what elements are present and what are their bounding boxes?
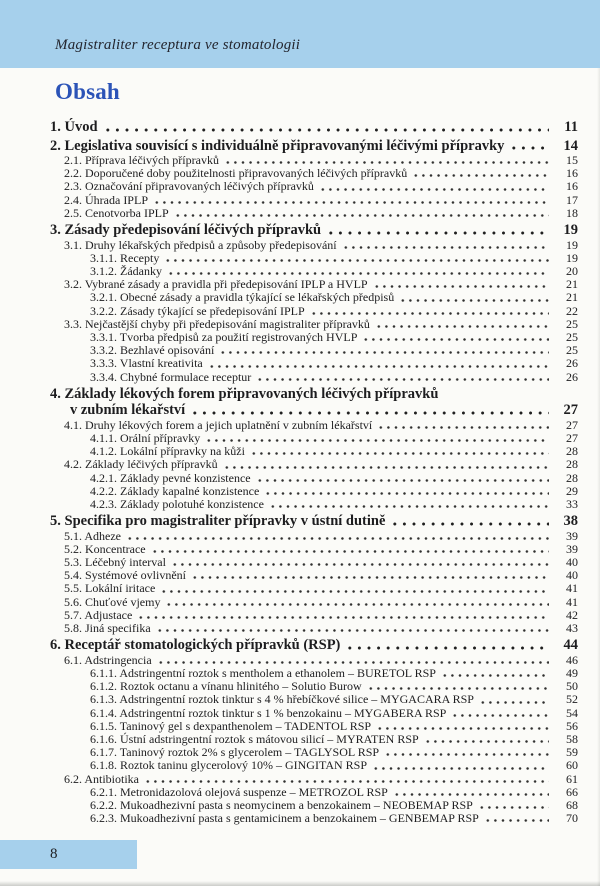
toc-leader-dots [509,146,549,150]
toc-entry [50,498,578,511]
toc-leader-dots [219,350,549,354]
toc-entry-page: 21 [566,290,578,305]
toc-entry-page: 22 [566,303,578,318]
toc-entry-label: 6.1.7. Taninový roztok 2% s glycerolem – TAGLYSOL RSP [90,745,380,760]
toc-leader-dots [342,245,549,249]
toc-entry-page: 49 [566,666,578,680]
toc-entry-label: 5.6. Chuťové vjemy [64,594,161,609]
toc-entry-page: 46 [566,652,578,667]
toc-entry-page: 11 [564,119,578,135]
toc-leader-dots [264,491,549,495]
page-number: 8 [50,846,58,862]
toc-entry-page: 28 [566,457,578,472]
page-number-bar [0,840,137,869]
toc-entry [50,305,578,318]
toc-leader-dots [310,311,549,315]
toc-entry-label: 4.1.2. Lokální přípravky na kůži [90,444,245,459]
toc-entry [50,458,578,471]
toc-entry [50,693,578,706]
toc-leader-dots [451,713,549,717]
toc-leader-dots [399,298,549,302]
toc-entry-label: 3. Zásady předepisování léčivých přípravků [50,222,322,239]
toc-entry-label: 5.7. Adjustace [64,607,133,622]
toc-entry-page: 25 [566,343,578,358]
toc-leader-dots [412,173,549,177]
toc-entry-page: 52 [566,692,578,707]
toc-entry [50,357,578,370]
running-head: Magistraliter receptura ve stomatologii [55,37,301,53]
toc-leader-dots [326,231,549,235]
toc-entry-label: 4.1.1. Orální přípravky [90,430,201,445]
toc-leader-dots [484,818,549,822]
toc-entry-label: 6.2.1. Metronidazolová olejová suspenze – METROZOL RSP [90,784,388,799]
toc-entry [50,596,578,609]
toc-entry-label: 6.1.5. Taninový gel s dexpanthenolem – TADENTOL RSP [90,718,372,733]
toc-entry-label: 4. Základy lékových forem připravovaných léčivých přípravků [50,385,439,402]
toc-leader-dots [393,792,549,796]
toc-entry [50,239,578,252]
toc-entry-page: 43 [566,621,578,636]
toc-leader-dots [376,726,549,730]
toc-leader-dots [156,628,549,632]
toc-entry-label: 3.1. Druhy lékařských předpisů a způsoby předepisování [64,237,337,252]
toc-entry-label: 1. Úvod [50,119,98,135]
toc-leader-dots [479,700,549,704]
toc-leader-dots [478,805,549,809]
toc-entry-label: 6.2. Antibiotika [64,771,139,786]
toc-entry [50,773,578,786]
toc-leader-dots [377,425,549,429]
toc-leader-dots [208,364,549,368]
toc-leader-dots [137,615,549,619]
toc-entry-page: 50 [566,679,578,694]
toc-leader-dots [190,411,549,415]
toc-entry-label: 6.1.2. Roztok octanu a vínanu hlinitého – Solutio Burow [90,679,362,694]
toc-entry [50,252,578,265]
toc-entry-label: 2.3. Označování připravovaných léčivých přípravků [64,179,314,194]
toc-entry [50,419,578,432]
toc-entry [50,402,578,419]
toc-entry-label: 2.5. Cenotvorba IPLP [64,205,169,220]
toc-leader-dots [174,213,549,217]
toc-entry-page: 25 [566,329,578,344]
toc-entry-label: 4.2.3. Základy polotuhé konzistence [90,496,264,511]
toc-entry-page: 19 [566,250,578,265]
toc-leader-dots [160,589,549,593]
toc-leader-dots [362,337,549,341]
toc-leader-dots [319,187,549,191]
toc-leader-dots [424,739,549,743]
toc-entry-label: 6.1.3. Adstringentní roztok tinktur s 4 % hřebíčkové silice – MYGACARA RSP [90,692,474,707]
toc-entry [50,194,578,207]
toc-leader-dots [157,660,549,664]
toc-entry [50,707,578,720]
toc-entry-label: 5.3. Léčebný interval [64,555,166,570]
toc-entry-page: 27 [566,430,578,445]
toc-leader-dots [256,377,549,381]
toc-entry-label: 3.3.3. Vlastní kreativita [90,356,203,371]
toc-entry-label: 3.2.2. Zásady týkající se předepisování IPLP [90,303,305,318]
toc-entry-label: 4.2.1. Základy pevné konzistence [90,470,251,485]
toc-entry-page: 27 [566,417,578,432]
toc-entry-page: 44 [563,637,578,654]
toc-entry-page: 68 [566,798,578,813]
toc-entry-page: 39 [566,541,578,556]
toc-entry-label: 5.4. Systémové ovlivnění [64,568,186,583]
toc-entry-label: 4.2. Základy léčivých přípravků [64,457,218,472]
toc-entry [50,812,578,825]
toc-entry [50,371,578,384]
toc-entry-page: 26 [566,369,578,384]
toc-leader-dots [375,324,549,328]
toc-entry-page: 17 [566,192,578,207]
toc-leader-dots [205,438,549,442]
toc-entry-label: 6.2.3. Mukoadhezivní pasta s gentamicinem a benzokainem – GENBEMAP RSP [90,811,479,826]
toc-entry-page: 42 [566,607,578,622]
toc-entry-page: 21 [566,277,578,292]
toc-entry-page: 56 [566,718,578,733]
toc-leader-dots [373,284,549,288]
toc-entry-page: 20 [566,263,578,278]
toc-entry-label: 3.1.1. Recepty [90,250,160,265]
toc-entry [50,386,578,403]
toc-entry-page: 38 [563,513,578,530]
toc-entry-page: 19 [566,237,578,252]
toc-entry [50,530,578,543]
toc-entry-page: 25 [566,316,578,331]
toc-leader-dots [165,602,549,606]
toc-leader-dots [171,562,549,566]
toc-entry-label: 2.4. Úhrada IPLP [64,192,148,207]
toc-entry-page: 16 [566,179,578,194]
toc-entry [50,138,578,155]
toc-entry-page: 18 [566,205,578,220]
toc-entry [50,291,578,304]
toc-entry-page: 58 [566,732,578,747]
toc-entry-page: 66 [566,784,578,799]
toc-entry-label: 2.1. Příprava léčivých přípravků [64,153,219,167]
table-of-contents [50,117,578,825]
toc-entry-label: 3.3.1. Tvorba předpisů za použití registrovaných HVLP [90,329,358,344]
toc-entry-label: 6.1.4. Adstringentní roztok tinktur s 1 % benzokainu – MYGABERA RSP [90,705,447,720]
toc-entry-label: 5. Specifika pro magistraliter přípravky v ústní dutině [50,513,386,530]
toc-leader-dots [167,271,549,275]
toc-entry-page: 28 [566,470,578,485]
toc-entry-label: 3.1.2. Žádanky [90,263,162,278]
toc-entry [50,119,578,136]
toc-entry-page: 54 [566,705,578,720]
toc-entry-page: 16 [566,166,578,181]
toc-entry-label: 6.1.1. Adstringentní roztok s mentholem a ethanolem – BURETOL RSP [90,666,436,680]
toc-leader-dots [372,766,549,770]
toc-leader-dots [250,451,549,455]
toc-entry-page: 70 [566,811,578,826]
toc-leader-dots [384,752,549,756]
toc-entry-label: 3.3.4. Chybné formulace receptur [90,369,252,384]
toc-entry [50,180,578,193]
toc-entry-label: 3.2.1. Obecné zásady a pravidla týkající se lékařských předpisů [90,290,395,305]
toc-leader-dots [345,646,549,650]
header-band [0,0,600,68]
toc-leader-dots [151,549,549,553]
toc-entry-page: 14 [563,137,578,154]
toc-entry-page: 61 [566,771,578,786]
toc-entry-label: 6.2.2. Mukoadhezivní pasta s neomycinem a benzokainem – NEOBEMAP RSP [90,798,473,813]
toc-entry [50,759,578,772]
toc-entry-page: 19 [563,222,578,239]
toc-leader-dots [390,522,549,526]
toc-entry-label: 5.2. Koncentrace [64,541,146,556]
toc-leader-dots [153,200,549,204]
toc-entry-page: 29 [566,483,578,498]
toc-entry [50,485,578,498]
toc-entry-page: 39 [566,528,578,543]
toc-leader-dots [256,478,549,482]
toc-entry-page: 60 [566,758,578,773]
toc-entry-page: 41 [566,581,578,596]
toc-entry [50,582,578,595]
toc-entry [50,318,578,331]
toc-entry-page: 15 [566,153,578,167]
toc-entry-page: 40 [566,555,578,570]
toc-leader-dots [441,673,549,677]
toc-entry [50,622,578,635]
toc-entry-label: 2. Legislativa souvisící s individuálně připravovanými léčivými přípravky [50,137,505,154]
toc-leader-dots [223,465,549,469]
toc-entry-label: 3.3. Nejčastější chyby při předepisování magistraliter přípravků [64,316,370,331]
toc-entry-page: 27 [563,402,578,419]
toc-entry [50,513,578,530]
toc-entry-label: 5.5. Lokální iritace [64,581,156,596]
toc-leader-dots [367,686,549,690]
toc-entry-label: 6.1. Adstringencia [64,652,152,667]
toc-entry-page: 41 [566,594,578,609]
toc-entry-label: 2.2. Doporučené doby použitelnosti připravovaných léčivých přípravků [64,166,408,181]
toc-entry-label: 6. Receptář stomatologických přípravků (RSP) [50,637,341,654]
toc-leader-dots [144,779,549,783]
toc-leader-dots [103,128,549,132]
toc-entry-label: 3.3.2. Bezhlavé opisování [90,343,215,358]
toc-entry-label: v zubním lékařství [70,402,186,419]
toc-entry-label: 4.2.2. Základy kapalné konzistence [90,483,260,498]
toc-entry-page: 26 [566,356,578,371]
page-title: Obsah [55,79,120,104]
toc-leader-dots [224,160,549,164]
toc-leader-dots [126,536,549,540]
toc-entry-page: 28 [566,444,578,459]
toc-entry-label: 6.1.6. Ústní adstringentní roztok s mátovou silicí – MYRATEN RSP [90,732,419,747]
toc-entry [50,207,578,220]
toc-entry-label: 3.2. Vybrané zásady a pravidla při předepisování IPLP a HVLP [64,277,368,292]
toc-entry-page: 59 [566,745,578,760]
toc-entry-label: 5.8. Jiná specifika [64,621,151,636]
toc-entry [50,472,578,485]
toc-leader-dots [191,575,549,579]
toc-entry-page: 33 [566,496,578,511]
toc-entry-label: 5.1. Adheze [64,528,121,543]
toc-leader-dots [269,504,549,508]
toc-entry-page: 40 [566,568,578,583]
toc-entry-label: 6.1.8. Roztok taninu glycerolový 10% – GINGITAN RSP [90,758,368,773]
toc-entry [50,637,578,654]
toc-entry-label: 4.1. Druhy lékových forem a jejich uplatnění v zubním lékařství [64,417,373,432]
toc-leader-dots [164,258,549,262]
toc-entry [50,222,578,239]
